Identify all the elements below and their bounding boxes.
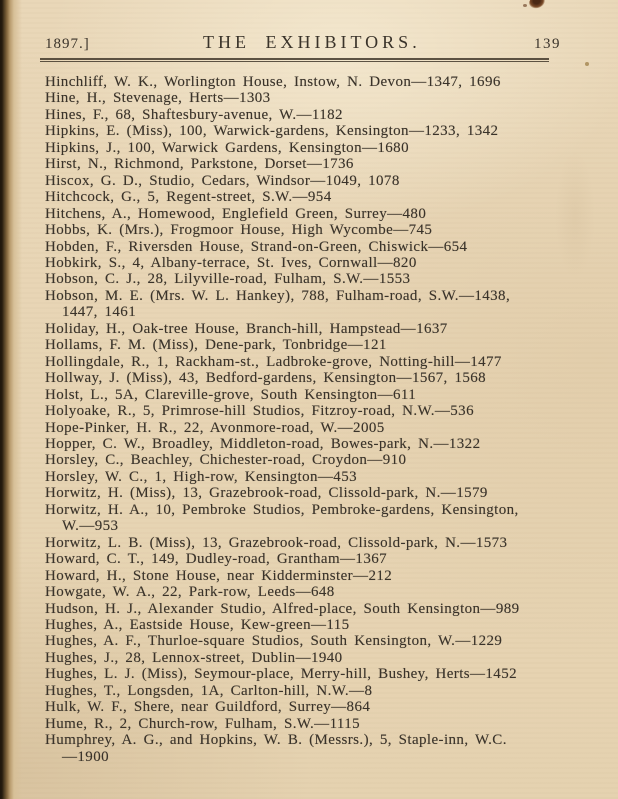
entry-line: Hughes, J., 28, Lennox-street, Dublin—1940 <box>45 649 343 666</box>
entry-line: Horwitz, H. A., 10, Pembroke Studios, Pembroke-gardens, Kensington, <box>45 501 519 518</box>
paper-speck <box>585 62 589 66</box>
entry-line: Hughes, T., Longsden, 1A, Carlton-hill, N.W.—8 <box>45 682 373 699</box>
entry-line: Howard, H., Stone House, near Kidderminster—212 <box>45 567 393 584</box>
entry-line: Hollingdale, R., 1, Rackham-st., Ladbroke-grove, Notting-hill—1477 <box>45 353 502 370</box>
year-label: 1897.] <box>45 36 90 52</box>
entry-line: Horsley, W. C., 1, High-row, Kensington—453 <box>45 468 357 485</box>
entry-line: Hine, H., Stevenage, Herts—1303 <box>45 90 271 107</box>
entry-line: Hopper, C. W., Broadley, Middleton-road, Bowes-park, N.—1322 <box>45 435 481 452</box>
entry-line: —1900 <box>62 748 109 765</box>
entry-line: Hiscox, G. D., Studio, Cedars, Windsor—1049, 1078 <box>45 172 400 189</box>
entry-line: Holyoake, R., 5, Primrose-hill Studios, Fitzroy-road, N.W.—536 <box>45 403 474 420</box>
entry-line: Hines, F., 68, Shaftesbury-avenue, W.—1182 <box>45 106 343 123</box>
entry-line: Horsley, C., Beachley, Chichester-road, Croydon—910 <box>45 452 407 469</box>
entry-line: Hudson, H. J., Alexander Studio, Alfred-place, South Kensington—989 <box>45 600 520 617</box>
exhibitor-list <box>45 74 582 765</box>
entry-line: Hitchens, A., Homewood, Englefield Green, Surrey—480 <box>45 205 427 222</box>
entry-line: Hume, R., 2, Church-row, Fulham, S.W.—1115 <box>45 715 361 732</box>
entry-line: Hulk, W. F., Shere, near Guildford, Surrey—864 <box>45 699 371 716</box>
entry-line: W.—953 <box>62 518 119 535</box>
entry-line: Holst, L., 5A, Clareville-grove, South Kensington—611 <box>45 386 417 403</box>
entry-line: Hobkirk, S., 4, Albany-terrace, St. Ives, Cornwall—820 <box>45 254 417 271</box>
entry-line: Hollway, J. (Miss), 43, Bedford-gardens, Kensington—1567, 1568 <box>45 370 487 387</box>
entry-line: 1447, 1461 <box>62 304 137 321</box>
entry-line: Holiday, H., Oak-tree House, Branch-hill, Hampstead—1637 <box>45 320 448 337</box>
paper-smudge <box>555 150 595 280</box>
entry-line: Horwitz, H. (Miss), 13, Grazebrook-road, Clissold-park, N.—1579 <box>45 485 488 502</box>
entry-line: Hughes, A. F., Thurloe-square Studios, South Kensington, W.—1229 <box>45 633 503 650</box>
page-title: THE EXHIBITORS. <box>203 32 421 52</box>
entry-line: Humphrey, A. G., and Hopkins, W. B. (Messrs.), 5, Staple-inn, W.C. <box>45 732 507 749</box>
entry-line: Hitchcock, G., 5, Regent-street, S.W.—954 <box>45 189 332 206</box>
page-number: 139 <box>534 36 561 52</box>
entry-line: Howard, C. T., 149, Dudley-road, Grantham—1367 <box>45 551 388 568</box>
entry-line: Hobson, M. E. (Mrs. W. L. Hankey), 788, Fulham-road, S.W.—1438, <box>45 287 511 304</box>
page-header <box>0 0 618 53</box>
entry-line: Hipkins, E. (Miss), 100, Warwick-gardens, Kensington—1233, 1342 <box>45 123 499 140</box>
entry-line: Hobson, C. J., 28, Lilyville-road, Fulham, S.W.—1553 <box>45 271 411 288</box>
entry-line: Hirst, N., Richmond, Parkstone, Dorset—1736 <box>45 156 354 173</box>
double-rule <box>40 58 549 62</box>
entry-line: Hollams, F. M. (Miss), Dene-park, Tonbridge—121 <box>45 337 387 354</box>
entry-line: Hinchliff, W. K., Worlington House, Instow, N. Devon—1347, 1696 <box>45 74 501 90</box>
entry-line: Hope-Pinker, H. R., 22, Avonmore-road, W.—2005 <box>45 419 385 436</box>
entry-line: Horwitz, L. B. (Miss), 13, Grazebrook-road, Clissold-park, N.—1573 <box>45 534 508 551</box>
entry-line: Howgate, W. A., 22, Park-row, Leeds—648 <box>45 584 335 601</box>
entry-line: Hughes, L. J. (Miss), Seymour-place, Merry-hill, Bushey, Herts—1452 <box>45 666 517 683</box>
entry-line: Hobbs, K. (Mrs.), Frogmoor House, High Wycombe—745 <box>45 222 433 239</box>
entry-line: Hughes, A., Eastside House, Kew-green—115 <box>45 616 350 633</box>
spine-shadow <box>0 0 22 799</box>
entry-line: Hobden, F., Riversden House, Strand-on-Green, Chiswick—654 <box>45 238 468 255</box>
entry-line: Hipkins, J., 100, Warwick Gardens, Kensington—1680 <box>45 139 409 156</box>
